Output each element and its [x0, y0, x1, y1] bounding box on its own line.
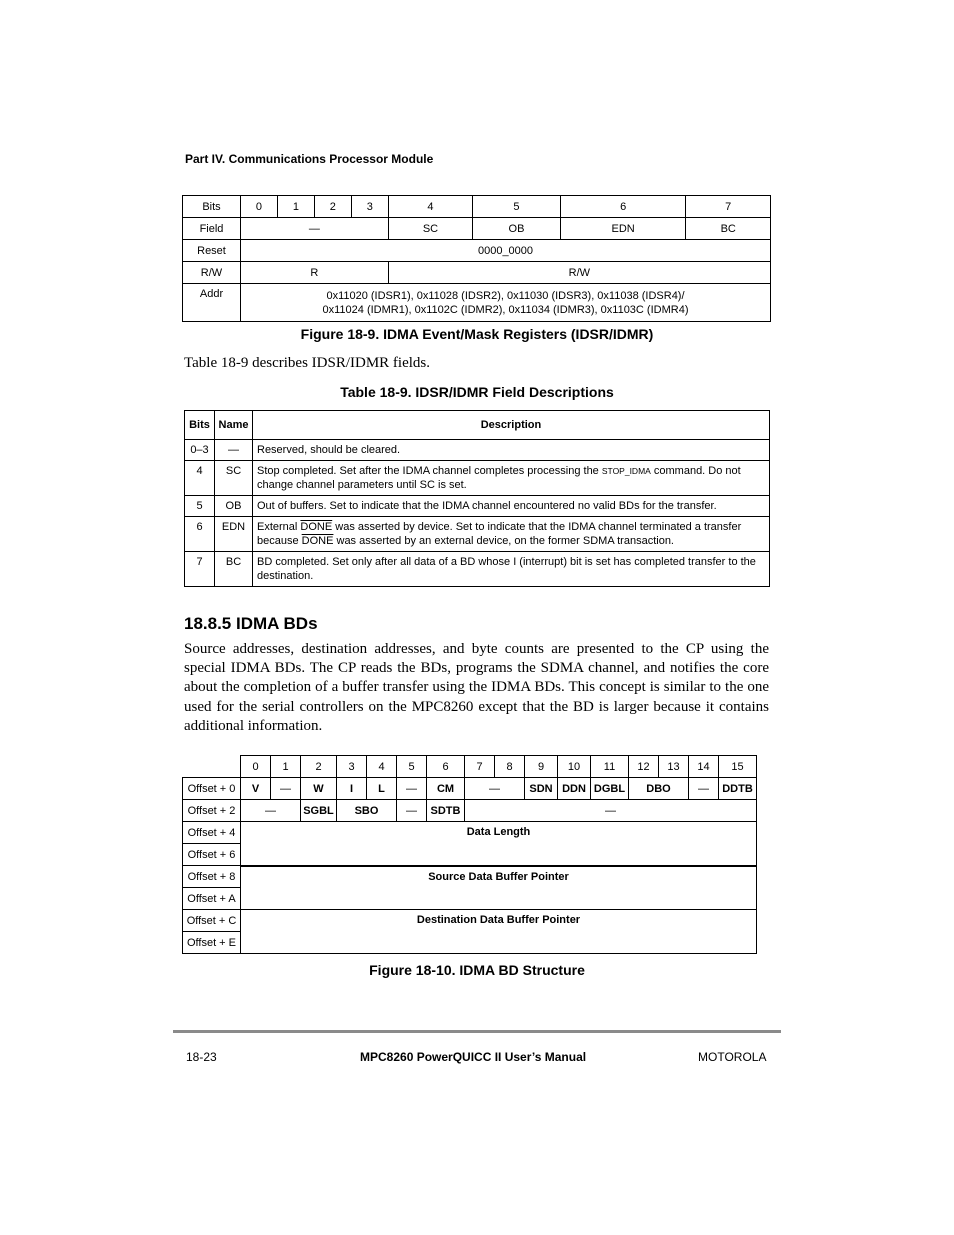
dest-pointer-field: Destination Data Buffer Pointer — [241, 910, 757, 954]
page-number: 18-23 — [186, 1050, 217, 1064]
bit-cell: 2 — [314, 196, 351, 218]
field-w: W — [301, 778, 337, 800]
table-row — [185, 440, 770, 461]
rw-row — [183, 262, 771, 284]
data-length-field: Data Length — [241, 822, 757, 866]
table-row — [185, 461, 770, 496]
bit-cell: 7 — [686, 196, 771, 218]
col-bits: Bits — [185, 411, 215, 440]
offset-label: Offset + C — [183, 910, 241, 932]
bd-structure-diagram — [182, 755, 757, 954]
offset-label: Offset + 8 — [183, 866, 241, 888]
field-sdn: SDN — [525, 778, 558, 800]
desc-text: was asserted by device. Set to indicate that the IDMA channel terminated a transfer because — [257, 521, 742, 547]
offset-label: Offset + E — [183, 932, 241, 954]
field-l: L — [367, 778, 397, 800]
bit-cell: 2 — [301, 756, 337, 778]
bit-cell: 9 — [525, 756, 558, 778]
addr-label: Addr — [183, 284, 241, 322]
field-description-table — [184, 410, 770, 587]
offset-label: Offset + A — [183, 888, 241, 910]
addr-row — [183, 284, 771, 322]
field-sbo: SBO — [337, 800, 397, 822]
bit-cell: 6 — [427, 756, 465, 778]
desc-text: command. Do not change channel parameters until SC is set. — [257, 465, 741, 491]
table-header-row — [185, 411, 770, 440]
field-sgbl: SGBL — [301, 800, 337, 822]
figure-18-9-caption: Figure 18-9. IDMA Event/Mask Registers (IDSR/IDMR) — [300, 326, 654, 342]
bit-cell: 1 — [277, 196, 314, 218]
offset-label: Offset + 0 — [183, 778, 241, 800]
field-ob: OB — [473, 218, 561, 240]
field-dbo: DBO — [629, 778, 689, 800]
field-ddtb: DDTB — [719, 778, 757, 800]
bit-cell: 0 — [241, 196, 278, 218]
reset-label: Reset — [183, 240, 241, 262]
brand-name: MOTOROLA — [698, 1050, 767, 1064]
row-name: OB — [215, 496, 253, 517]
bit-cell: 10 — [558, 756, 591, 778]
command-name: STOP_IDMA — [601, 466, 651, 476]
desc-text: External — [257, 521, 301, 533]
signal-name: DONE — [300, 521, 333, 533]
addr-line-1: 0x11020 (IDSR1), 0x11028 (IDSR2), 0x11030 (IDSR3), 0x11038 (IDSR4)/ — [326, 289, 685, 302]
source-pointer-field: Source Data Buffer Pointer — [241, 866, 757, 910]
bit-cell: 12 — [629, 756, 659, 778]
bit-cell: 4 — [367, 756, 397, 778]
bd-row-offset-4 — [183, 822, 757, 844]
rw-label: R/W — [183, 262, 241, 284]
field-i: I — [337, 778, 367, 800]
corner-blank — [183, 756, 241, 778]
table-row — [185, 496, 770, 517]
table-18-9-title: Table 18-9. IDSR/IDMR Field Descriptions — [340, 384, 614, 400]
intro-text: Table 18-9 describes IDSR/IDMR fields. — [184, 355, 430, 371]
bd-row-offset-2 — [183, 800, 757, 822]
bd-row-offset-0 — [183, 778, 757, 800]
desc-text: was asserted by an external device, on the former SDMA transaction. — [333, 535, 674, 547]
register-diagram — [182, 195, 771, 322]
row-name: EDN — [215, 517, 253, 552]
row-bits: 0–3 — [185, 440, 215, 461]
rw-left: R — [241, 262, 389, 284]
bit-cell: 14 — [689, 756, 719, 778]
bits-label: Bits — [183, 196, 241, 218]
section-heading: 18.8.5 IDMA BDs — [184, 614, 318, 633]
col-description: Description — [253, 411, 770, 440]
rw-right: R/W — [388, 262, 770, 284]
section-paragraph: Source addresses, destination addresses, and byte counts are presented to the CP using the special IDMA BDs. The CP reads the BDs, programs the SDMA channel, and notifies the core about the completion of a buffer transfer using the IDMA BDs. This concept is similar to the one used for the serial controllers on the MPC8260 except that the BD is larger because it contains additional information. — [184, 641, 769, 734]
row-bits: 7 — [185, 552, 215, 587]
addr-value — [241, 284, 771, 322]
bit-cell: 1 — [271, 756, 301, 778]
field-label: Field — [183, 218, 241, 240]
bd-bits-row — [183, 756, 757, 778]
row-bits: 5 — [185, 496, 215, 517]
row-name: — — [215, 440, 253, 461]
bit-cell: 4 — [388, 196, 472, 218]
field-edn: EDN — [560, 218, 686, 240]
bits-row — [183, 196, 771, 218]
bd-row-offset-c — [183, 910, 757, 932]
bit-cell: 0 — [241, 756, 271, 778]
field-sdtb: SDTB — [427, 800, 465, 822]
field-v: V — [241, 778, 271, 800]
bit-cell: 13 — [659, 756, 689, 778]
reset-row — [183, 240, 771, 262]
bit-cell: 5 — [473, 196, 561, 218]
bit-cell: 11 — [591, 756, 629, 778]
row-bits: 6 — [185, 517, 215, 552]
offset-label: Offset + 2 — [183, 800, 241, 822]
col-name: Name — [215, 411, 253, 440]
field-bc: BC — [686, 218, 771, 240]
row-desc: BD completed. Set only after all data of a BD whose I (interrupt) bit is set has completed transfer to the destination. — [253, 552, 770, 587]
row-desc: Out of buffers. Set to indicate that the IDMA channel encountered no valid BDs for the transfer. — [253, 496, 770, 517]
row-name: SC — [215, 461, 253, 496]
bit-cell: 15 — [719, 756, 757, 778]
field-reserved: — — [397, 800, 427, 822]
field-dgbl: DGBL — [591, 778, 629, 800]
field-reserved: — — [271, 778, 301, 800]
reserved-field: — — [241, 218, 389, 240]
bit-cell: 3 — [337, 756, 367, 778]
row-desc — [253, 517, 770, 552]
bd-row-offset-8 — [183, 866, 757, 888]
field-cm: CM — [427, 778, 465, 800]
field-sc: SC — [388, 218, 472, 240]
row-name: BC — [215, 552, 253, 587]
figure-18-10-caption: Figure 18-10. IDMA BD Structure — [369, 962, 585, 978]
signal-name: DONE — [301, 535, 334, 547]
field-reserved: — — [689, 778, 719, 800]
bit-cell: 3 — [351, 196, 388, 218]
offset-label: Offset + 4 — [183, 822, 241, 844]
field-reserved: — — [465, 778, 525, 800]
table-row — [185, 552, 770, 587]
field-reserved: — — [465, 800, 757, 822]
field-reserved: — — [397, 778, 427, 800]
footer-rule — [173, 1030, 781, 1033]
reset-value: 0000_0000 — [241, 240, 771, 262]
offset-label: Offset + 6 — [183, 844, 241, 866]
bit-cell: 6 — [560, 196, 686, 218]
manual-title: MPC8260 PowerQUICC II User’s Manual — [360, 1050, 587, 1064]
row-desc: Reserved, should be cleared. — [253, 440, 770, 461]
bit-cell: 8 — [495, 756, 525, 778]
row-bits: 4 — [185, 461, 215, 496]
bit-cell: 5 — [397, 756, 427, 778]
bit-cell: 7 — [465, 756, 495, 778]
field-reserved: — — [241, 800, 301, 822]
running-header: Part IV. Communications Processor Module — [185, 152, 434, 166]
field-ddn: DDN — [558, 778, 591, 800]
addr-line-2: 0x11024 (IDMR1), 0x1102C (IDMR2), 0x11034 (IDMR3), 0x1103C (IDMR4) — [322, 303, 689, 316]
field-row — [183, 218, 771, 240]
desc-text: Stop completed. Set after the IDMA channel completes processing the — [257, 465, 602, 477]
table-row — [185, 517, 770, 552]
row-desc — [253, 461, 770, 496]
